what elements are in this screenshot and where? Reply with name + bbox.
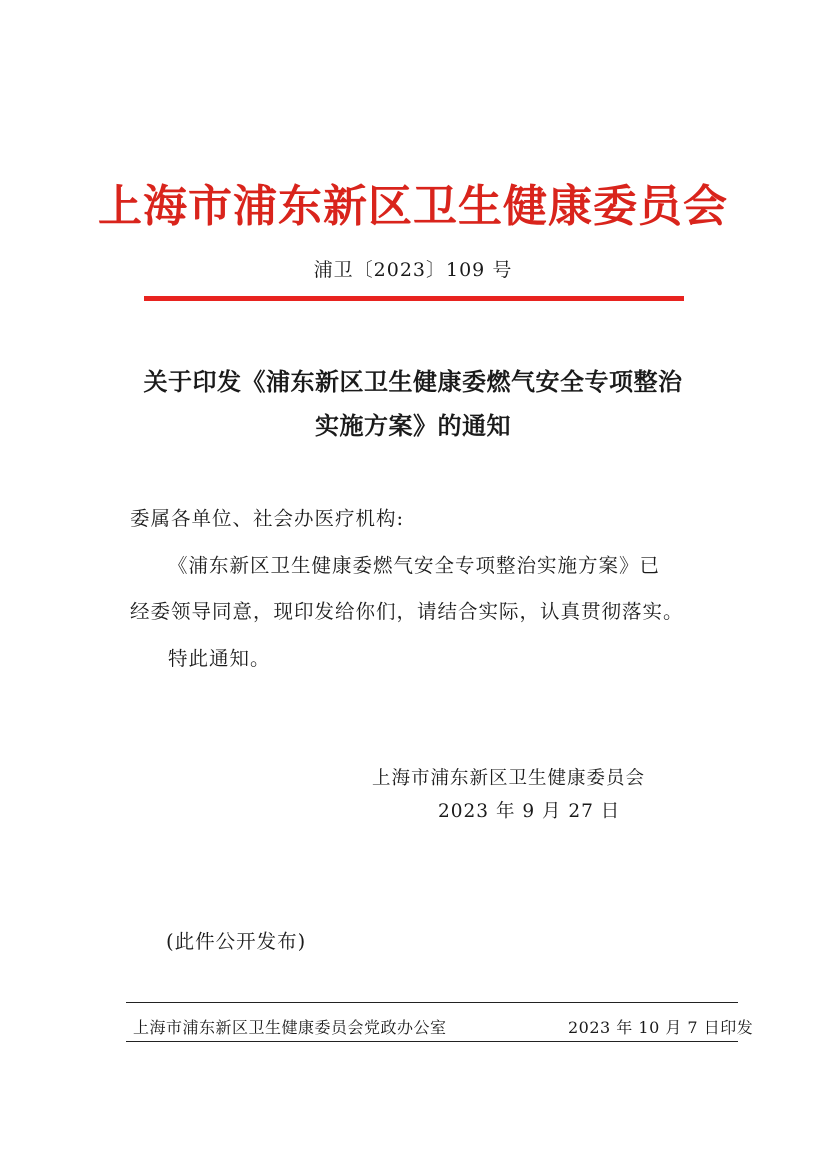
body-paragraph-line-1: 《浦东新区卫生健康委燃气安全专项整治实施方案》已 [168,554,661,577]
footer-top-rule [126,1002,738,1003]
footer-issuer: 上海市浦东新区卫生健康委员会党政办公室 [133,1018,447,1037]
salutation: 委属各单位、社会办医疗机构: [130,507,405,530]
issuing-organization-header: 上海市浦东新区卫生健康委员会 [98,181,728,232]
footer-print-date: 2023 年 10 月 7 日印发 [568,1018,754,1037]
closing-text: 特此通知。 [168,647,271,670]
signature-date: 2023 年 9 月 27 日 [438,801,621,822]
public-release-note: (此件公开发布) [166,930,307,953]
document-title-line-2: 实施方案》的通知 [315,411,511,440]
body-paragraph-line-2: 经委领导同意，现印发给你们，请结合实际，认真贯彻落实。 [130,600,684,623]
footer-bottom-rule [126,1041,738,1042]
signature-organization: 上海市浦东新区卫生健康委员会 [372,768,646,789]
document-title-line-1: 关于印发《浦东新区卫生健康委燃气安全专项整治 [143,367,683,396]
red-header-rule [144,296,684,301]
document-number: 浦卫〔2023〕109 号 [313,259,513,281]
